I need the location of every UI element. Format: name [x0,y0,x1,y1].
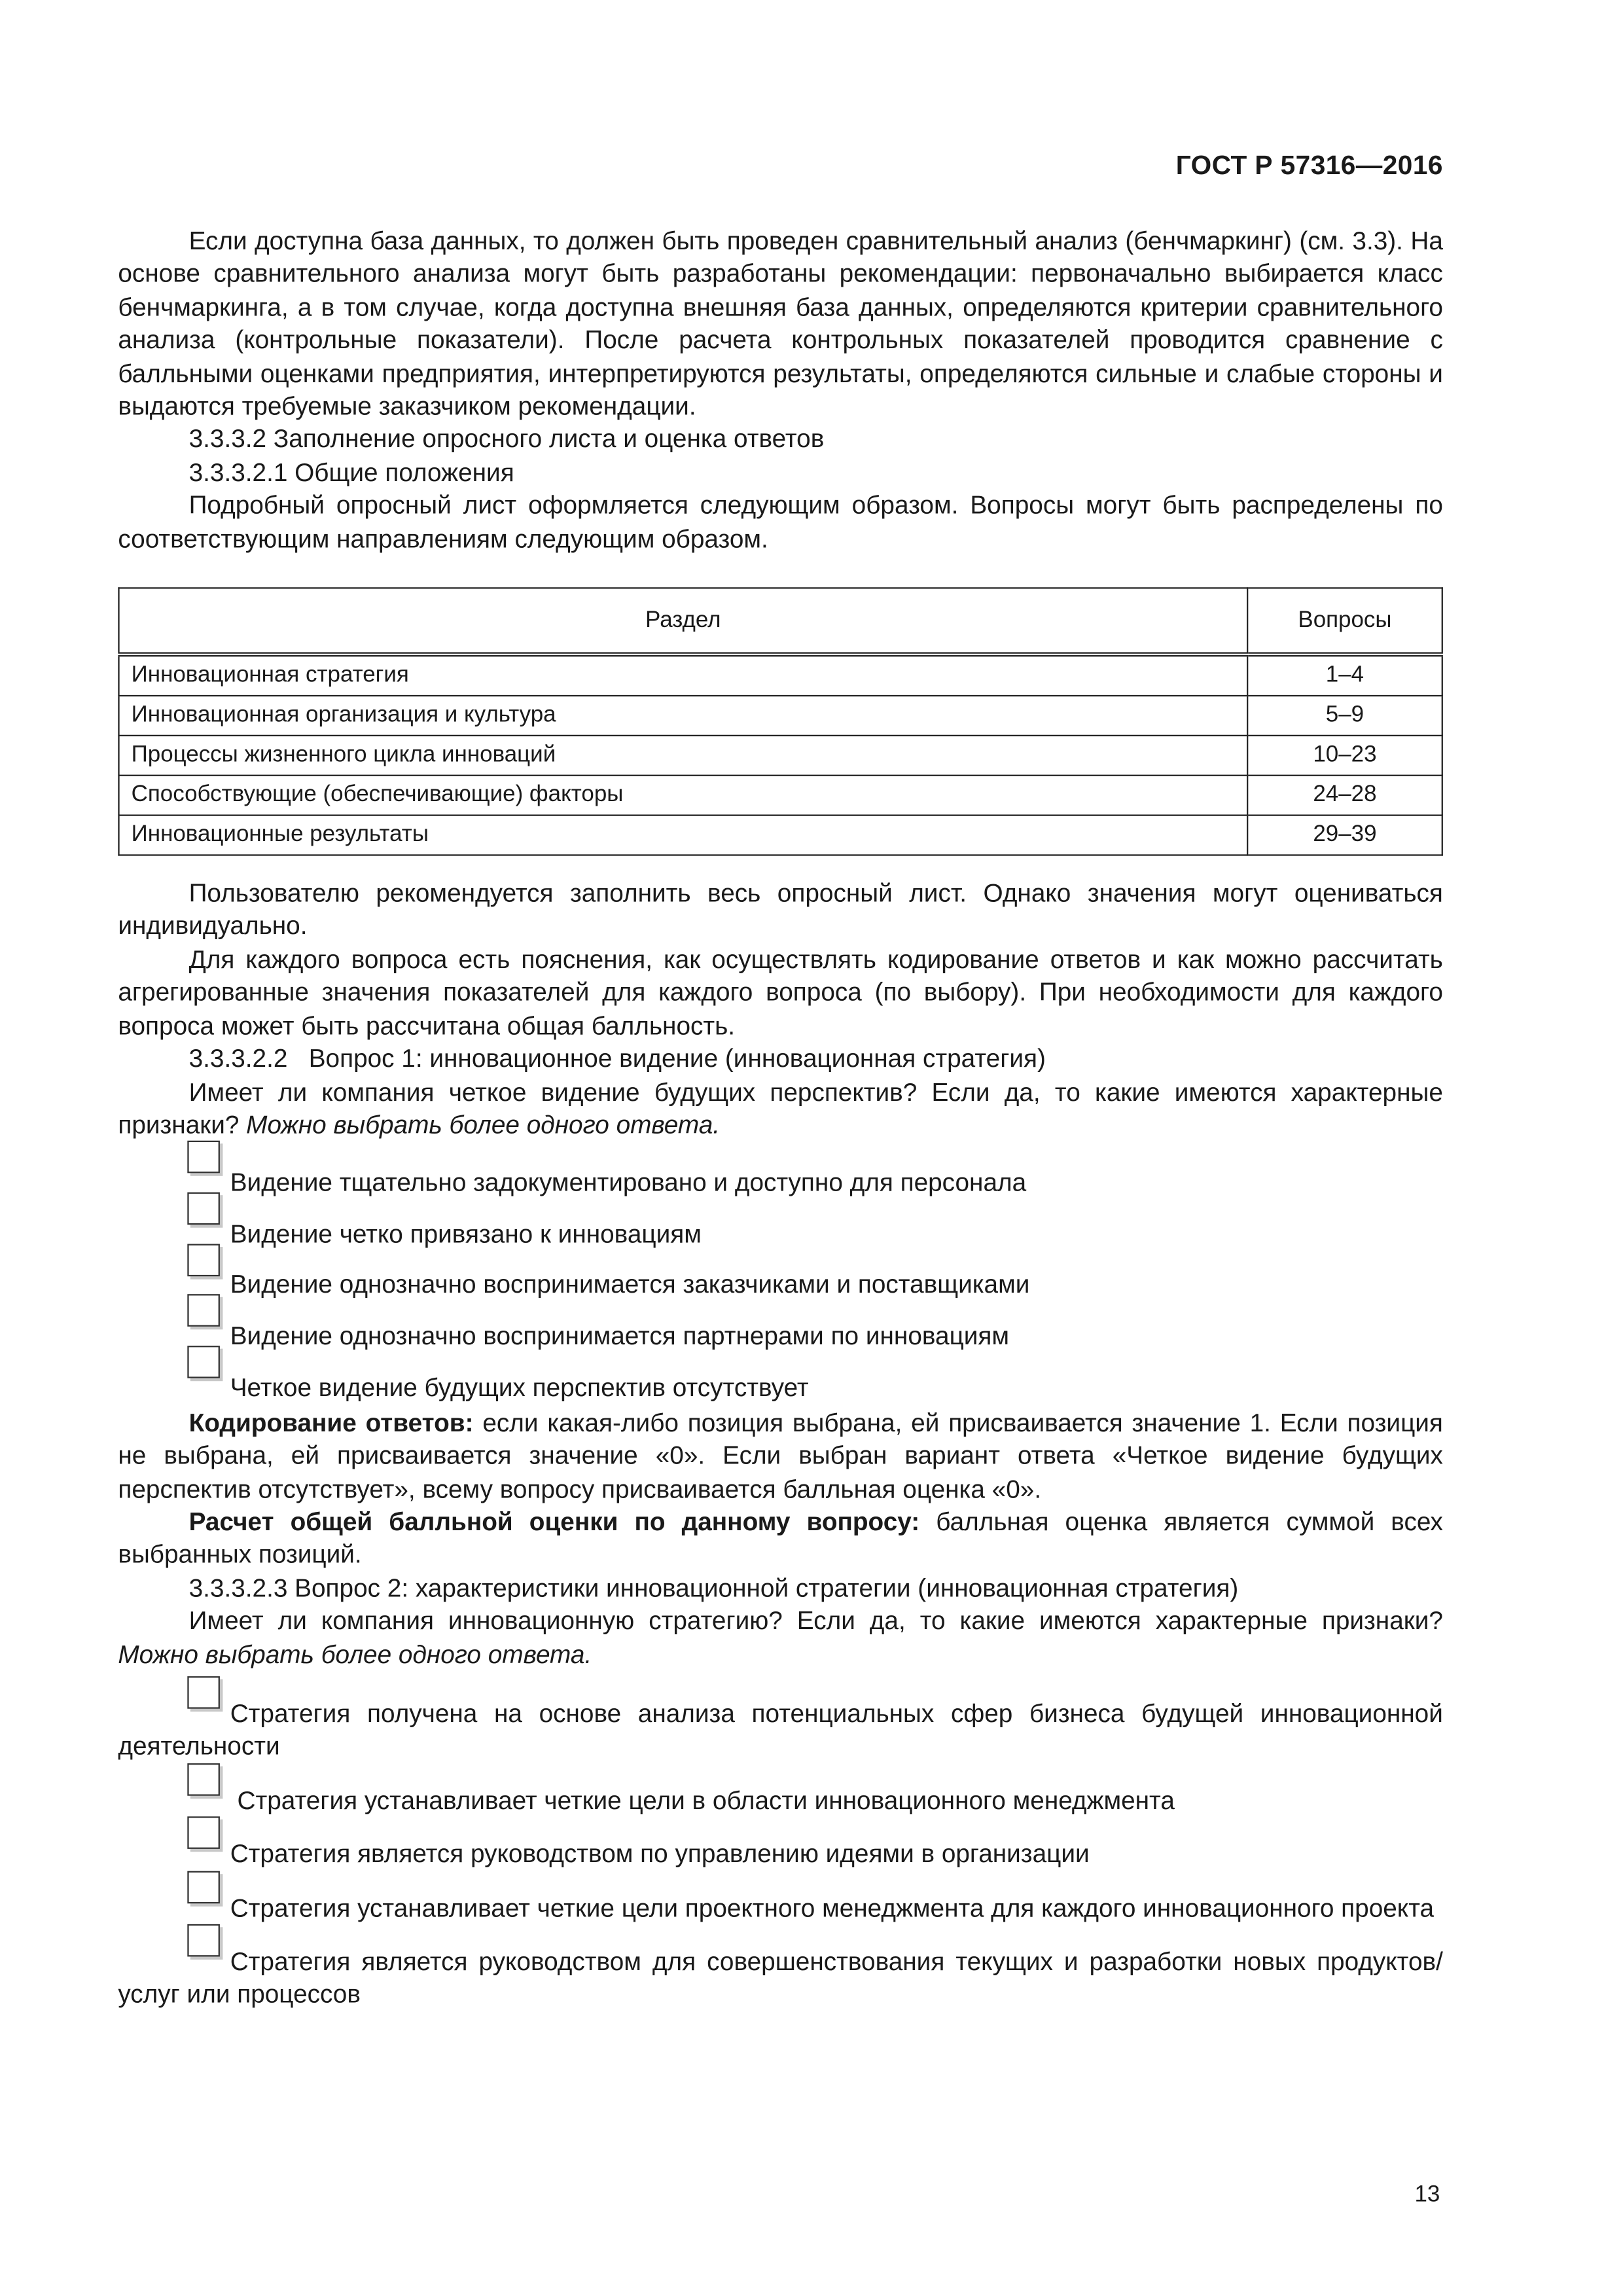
explanation-paragraph: Для каждого вопроса есть пояснения, как осуществлять кодирование ответов и как можно рассчитать агрегированные значения показателей для каждого вопроса (по выбору). При необходимости для каждого вопроса может быть рассчитана общая балльность. [118,944,1443,1040]
column-header-section: Раздел [118,588,1247,655]
table-row [118,655,1442,696]
checkbox-icon[interactable] [187,1244,220,1276]
question-1-text [118,1075,1443,1141]
checkbox-icon[interactable] [187,1676,220,1709]
page-number: 13 [1414,2182,1440,2208]
table-row [118,816,1442,855]
question-2-hint: Можно выбрать более одного ответа. [118,1638,592,1668]
checkbox-icon[interactable] [187,1817,220,1850]
score-calculation-text: балльная оценка является суммой всех выбранных позиций. [118,1506,1443,1570]
question-2-options [118,1697,1443,2011]
checkbox-icon[interactable] [187,1295,220,1327]
question-2-option[interactable]: Стратегия является руководством для совершенствования текущих и разработки новых продуктов/услуг или процессов [118,1945,1443,2011]
section-cell: Инновационные результаты [118,816,1247,855]
question-1-option[interactable]: Видение однозначно воспринимается партнерами по инновациям [118,1300,1443,1352]
column-header-questions: Вопросы [1247,588,1442,655]
checkbox-icon[interactable] [187,1193,220,1225]
question-1-option[interactable]: Видение тщательно задокументировано и доступно для персонала [118,1147,1443,1198]
question-2-option[interactable]: Стратегия устанавливает четкие цели в области инновационного менеджмента [118,1784,1443,1817]
question-2-prompt: Имеет ли компания инновационную стратегию? Если да, то какие имеются характерные признаки? [188,1605,1443,1636]
subsection-heading: 3.3.3.2.1 Общие положения [188,457,514,487]
checkbox-icon[interactable] [187,1763,220,1796]
question-2-option[interactable]: Стратегия является руководством по управлению идеями в организации [118,1837,1443,1871]
questions-cell: 24–28 [1247,776,1442,816]
answer-coding-paragraph [118,1406,1443,1505]
checkbox-icon[interactable] [187,1346,220,1378]
questions-cell: 1–4 [1247,655,1442,696]
table-header-row [118,588,1442,655]
questions-cell: 29–39 [1247,816,1442,855]
score-calculation-label: Расчет общей балльной оценки по данному вопросу: [188,1506,920,1536]
questions-cell: 5–9 [1247,696,1442,736]
question-1-prompt: Имеет ли компания четкое видение будущих перспектив? Если да, то какие имеются характерные признаки? [118,1076,1443,1139]
page-content [118,224,1443,2011]
section-cell: Процессы жизненного цикла инноваций [118,736,1247,776]
answer-coding-label: Кодирование ответов: [188,1407,474,1437]
question-1-option[interactable]: Видение однозначно воспринимается заказчиками и поставщиками [118,1249,1443,1300]
question-2-option[interactable]: Стратегия получена на основе анализа потенциальных сфер бизнеса будущей инновационной деятельности [118,1697,1443,1763]
question-1-options [118,1147,1443,1403]
score-calculation-paragraph [118,1505,1443,1571]
question-1-option[interactable]: Видение четко привязано к инновациям [118,1198,1443,1249]
answer-coding-text: если какая-либо позиция выбрана, ей присваивается значение 1. Если позиция не выбрана, ей присваивается значение «0». Если выбран вариант ответа «Четкое видение будущих перспектив отсутствует», всему вопросу присваивается балльная оценка «0». [118,1407,1443,1503]
checkbox-icon[interactable] [187,1141,220,1174]
sections-table-wrapper [118,587,1443,855]
question-1-hint: Можно выбрать более одного ответа. [246,1109,721,1139]
checkbox-icon[interactable] [187,1871,220,1903]
document-id-header: ГОСТ Р 57316—2016 [1175,150,1443,181]
questions-cell: 10–23 [1247,736,1442,776]
table-row [118,776,1442,816]
question-2-option[interactable]: Стратегия устанавливает четкие цели проектного менеджмента для каждого инновационного проекта [118,1891,1443,1924]
questionnaire-paragraph: Подробный опросный лист оформляется следующим образом. Вопросы могут быть распределены по соответствующим направлениям следующим образом. [118,490,1443,553]
table-row [118,736,1442,776]
section-cell: Способствующие (обеспечивающие) факторы [118,776,1247,816]
question-2-text [118,1604,1443,1670]
section-heading: 3.3.3.2 Заполнение опросного листа и оценка ответов [188,424,825,454]
table-row [118,696,1442,736]
question-1-heading: 3.3.3.2.2 Вопрос 1: инновационное видение (инновационная стратегия) [188,1043,1046,1073]
sections-table [118,587,1443,855]
question-2-heading: 3.3.3.2.3 Вопрос 2: характеристики инновационной стратегии (инновационная стратегия) [188,1572,1239,1602]
recommendation-paragraph: Пользователю рекомендуется заполнить весь опросный лист. Однако значения могут оцениваться индивидуально. [118,878,1443,941]
intro-paragraph: Если доступна база данных, то должен быть проведен сравнительный анализ (бенчмаркинг) (см. 3.3). На основе сравнительного анализа могут быть разработаны рекомендации: первоначально выбирается класс бенчмаркинга, а в том случае, когда доступна внешняя база данных, определяются критерии сравнительного анализа (контрольные показатели). После расчета контрольных показателей проводится сравнение с балльными оценками предприятия, интерпретируются результаты, определяются сильные и слабые стороны и выдаются требуемые заказчиком рекомендации. [118,225,1443,421]
section-cell: Инновационная стратегия [118,655,1247,696]
question-1-option[interactable]: Четкое видение будущих перспектив отсутствует [118,1352,1443,1403]
checkbox-icon[interactable] [187,1924,220,1957]
section-cell: Инновационная организация и культура [118,696,1247,736]
